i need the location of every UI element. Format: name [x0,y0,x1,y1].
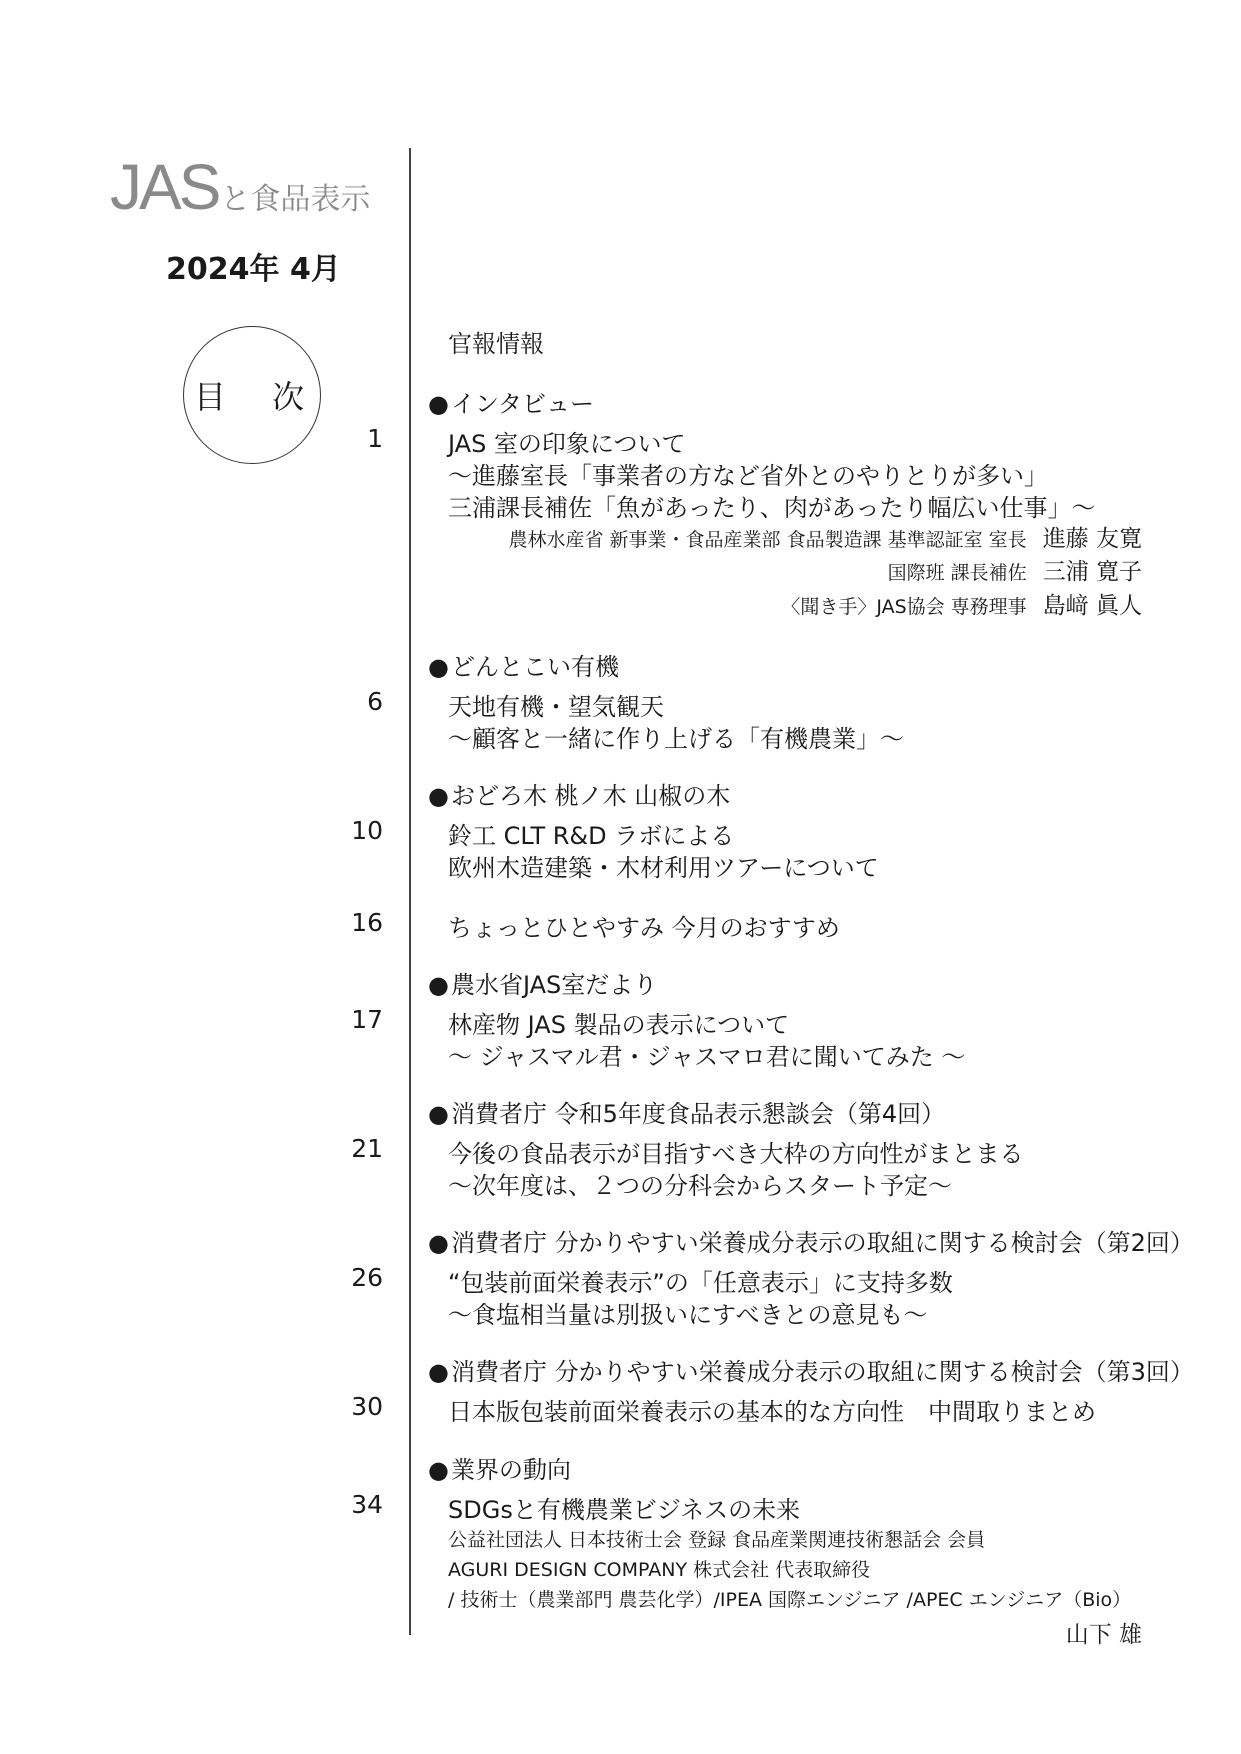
article-line: 林産物 JAS 製品の表示について [448,1011,790,1039]
vertical-divider [409,148,411,1635]
bullet-icon: ● [428,653,449,681]
bullet-icon: ● [428,782,449,810]
section-heading: ●消費者庁 分かりやすい栄養成分表示の取組に関する検討会（第3回） [428,1358,1194,1386]
article-line: SDGsと有機農業ビジネスの未来 [448,1496,801,1524]
article-line: ～進藤室長「事業者の方など省外とのやりとりが多い」 [448,462,1048,490]
credit-line: 〈聞き手〉JAS協会 専務理事 島﨑 眞人 [781,593,1142,619]
article-line: ～顧客と一緒に作り上げる「有機農業」～ [448,725,904,753]
bullet-icon: ● [428,1100,449,1128]
page-number: 26 [351,1263,383,1292]
page-number: 10 [351,816,383,845]
section-heading: ●消費者庁 令和5年度食品表示懇談会（第4回） [428,1100,946,1128]
credit-line: 農林水産省 新事業・食品産業部 食品製造課 基準認証室 室長 進藤 友寛 [508,526,1142,552]
credit-line: 国際班 課長補佐 三浦 寛子 [887,559,1142,585]
section-heading: ●業界の動向 [428,1456,571,1484]
page-number: 34 [351,1490,383,1519]
section-heading: ●農水省JAS室だより [428,971,658,999]
section-heading: ●インタビュー [428,390,594,418]
article-line: JAS 室の印象について [448,430,686,458]
article-line: ～ ジャスマル君・ジャスマロ君に聞いてみた ～ [448,1043,966,1071]
article-line: 三浦課長補佐「魚があったり、肉があったり幅広い仕事」～ [448,494,1096,522]
article-line: 天地有機・望気観天 [448,693,664,721]
section-heading: ●どんとこい有機 [428,653,619,681]
article-line: ～次年度は、２つの分科会からスタート予定～ [448,1172,952,1200]
affiliation-line: AGURI DESIGN COMPANY 株式会社 代表取締役 [448,1559,871,1581]
section-heading: ●おどろ木 桃ノ木 山椒の木 [428,782,731,810]
issue-date: 2024年 4月 [166,252,341,287]
article-line: ～食塩相当量は別扱いにすべきとの意見も～ [448,1301,928,1329]
bullet-icon: ● [428,971,449,999]
page-number: 21 [351,1134,383,1163]
article-line: 鈴工 CLT R&D ラボによる [448,822,735,850]
article-line: 日本版包装前面栄養表示の基本的な方向性 中間取りまとめ [448,1398,1096,1426]
bullet-icon: ● [428,1229,449,1257]
magazine-title [110,150,370,224]
page-number: 17 [351,1005,383,1034]
affiliation-line: 公益社団法人 日本技術士会 登録 食品産業関連技術懇話会 会員 [448,1529,986,1551]
page-number: 16 [351,908,383,937]
author-name: 山下 雄 [1065,1622,1142,1648]
page-number: 6 [367,687,383,716]
section-heading: ●消費者庁 分かりやすい栄養成分表示の取組に関する検討会（第2回） [428,1229,1194,1257]
magazine-title-sub: と食品表示 [220,182,371,217]
bullet-icon: ● [428,1456,449,1484]
article-line: ちょっとひとやすみ 今月のおすすめ [448,914,840,942]
bullet-icon: ● [428,390,449,418]
bullet-icon: ● [428,1358,449,1386]
article-line: “包装前面栄養表示”の「任意表示」に支持多数 [448,1269,953,1297]
gazette-heading: 官報情報 [448,330,544,358]
toc-label: 目 次 [183,326,321,464]
article-line: 今後の食品表示が目指すべき大枠の方向性がまとまる [448,1140,1024,1168]
magazine-title-main: JAS [110,151,219,223]
article-line: 欧州木造建築・木材利用ツアーについて [448,854,879,882]
page-number: 30 [351,1392,383,1421]
affiliation-line: / 技術士（農業部門 農芸化学）/IPEA 国際エンジニア /APEC エンジニア（Bio） [448,1589,1132,1611]
page-number: 1 [367,424,383,453]
